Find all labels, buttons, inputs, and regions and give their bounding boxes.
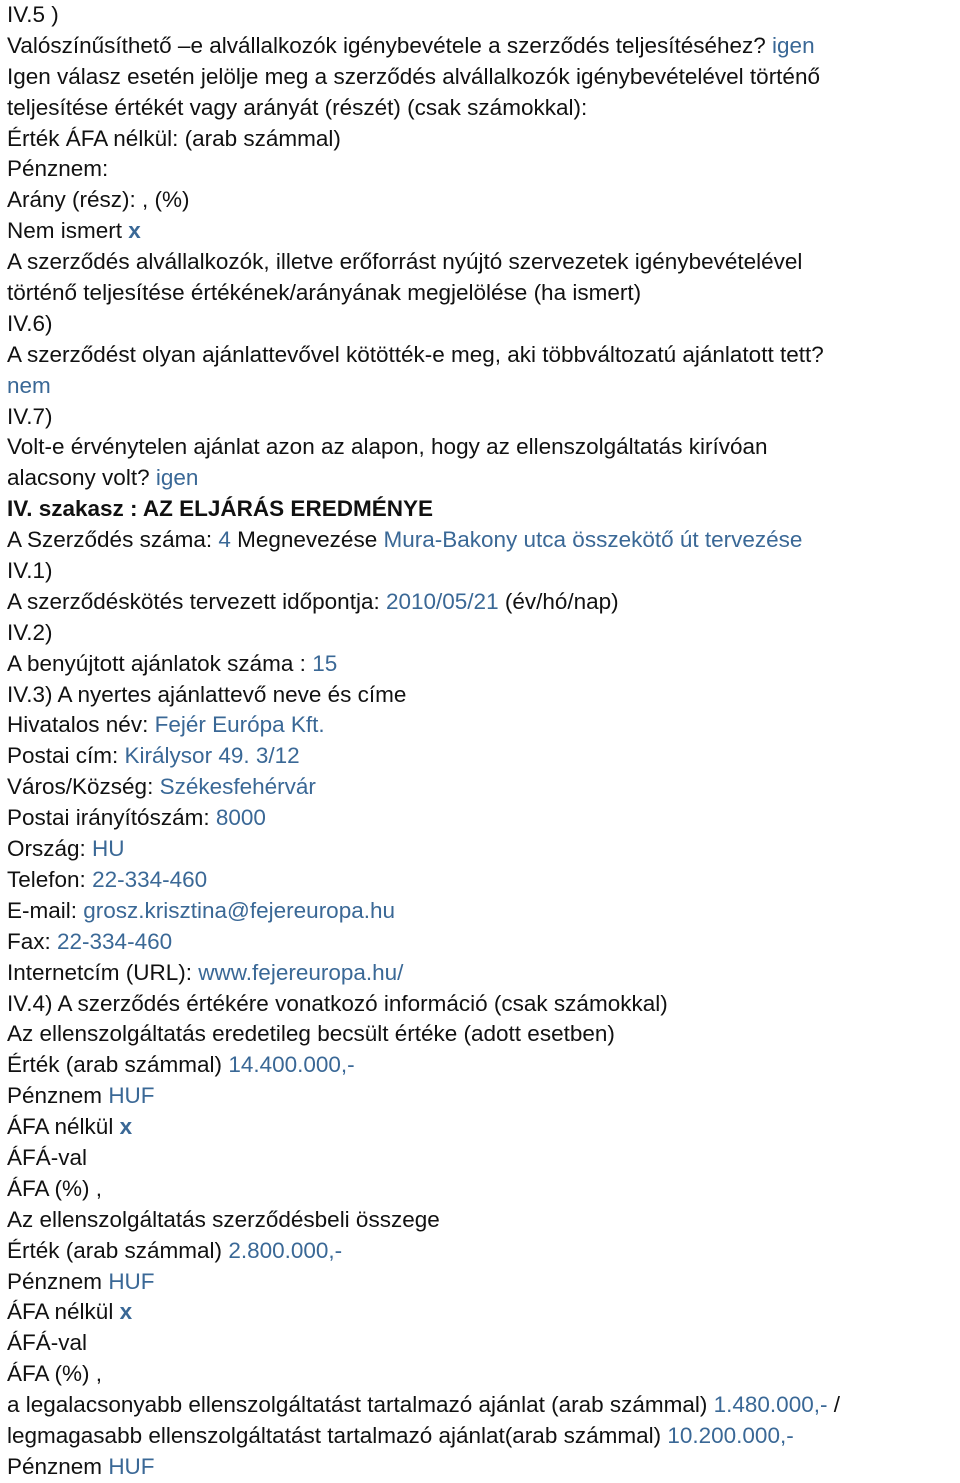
field-label: Volt-e érvénytelen ajánlat azon az alapon, hogy az ellenszolgáltatás kirívóan [7, 434, 768, 460]
document-line [7, 1019, 960, 1050]
document-line [7, 587, 960, 618]
document-line [7, 1174, 960, 1205]
field-label: Telefon: [7, 866, 93, 892]
field-value: HUF [108, 1453, 155, 1479]
field-value: 22-334-460 [57, 928, 173, 954]
document-line [7, 1081, 960, 1112]
field-value: x [128, 218, 141, 244]
field-value: igen [155, 465, 199, 491]
document-line [7, 31, 960, 62]
document-line [7, 1205, 960, 1236]
section-heading: IV. szakasz : AZ ELJÁRÁS EREDMÉNYE [7, 496, 433, 522]
field-value: 1.480.000,- [713, 1392, 828, 1418]
field-label: Postai cím: [7, 743, 125, 769]
document-line [7, 402, 960, 433]
document-line [7, 1359, 960, 1390]
document-line [7, 247, 960, 278]
field-label: A szerződést olyan ajánlattevővel kötötték-e meg, aki többváltozatú ajánlatott tett? [7, 341, 824, 367]
field-label: ÁFA (%) , [7, 1175, 103, 1201]
document-line [7, 1297, 960, 1328]
field-value: HUF [108, 1083, 155, 1109]
field-label: (év/hó/nap) [498, 588, 619, 614]
document-line [7, 958, 960, 989]
document-line [7, 803, 960, 834]
field-value: HUF [108, 1268, 155, 1294]
field-value: 2.800.000,- [228, 1237, 343, 1263]
field-label: E-mail: [7, 897, 84, 923]
field-label: ÁFA (%) , [7, 1361, 103, 1387]
field-label: Pénznem [7, 1083, 109, 1109]
field-value: nem [7, 372, 51, 398]
field-label: ÁFA nélkül [7, 1299, 120, 1325]
field-label: Pénznem [7, 1453, 109, 1479]
document-line [7, 741, 960, 772]
document-line [7, 618, 960, 649]
field-value: igen [772, 32, 815, 58]
field-label: Valószínűsíthető –e alvállalkozók igénybevétele a szerződés teljesítéséhez? [7, 32, 773, 58]
document-line [7, 525, 960, 556]
field-label: IV.5 ) [7, 2, 59, 27]
field-value: 8000 [215, 805, 266, 831]
field-label: történő teljesítése értékének/arányának megjelölése (ha ismert) [7, 280, 642, 306]
field-label: Arány (rész): , (%) [7, 187, 190, 213]
document-line [7, 340, 960, 371]
document-line [7, 1267, 960, 1298]
document-line [7, 834, 960, 865]
field-value: HU [92, 836, 125, 862]
document-line [7, 927, 960, 958]
field-label: A Szerződés száma: [7, 527, 219, 553]
document-line [7, 463, 960, 494]
document-line [7, 680, 960, 711]
field-value: Királysor 49. 3/12 [124, 743, 300, 769]
field-label: IV.2) [7, 619, 53, 645]
field-label: Megnevezése [230, 527, 384, 553]
field-value: 14.400.000,- [228, 1052, 355, 1078]
field-label: Igen válasz esetén jelölje meg a szerződés alvállalkozók igénybevételével történő [7, 63, 820, 89]
field-label: Pénznem [7, 1268, 109, 1294]
document-line [7, 124, 960, 155]
document-line [7, 185, 960, 216]
field-label: teljesítése értékét vagy arányát (részét) (csak számokkal): [7, 94, 588, 120]
document-line [7, 710, 960, 741]
document-line [7, 772, 960, 803]
field-value: 2010/05/21 [385, 588, 499, 614]
field-label: / [827, 1392, 840, 1418]
document-line [7, 1452, 960, 1483]
document-line [7, 1143, 960, 1174]
document-line [7, 649, 960, 680]
field-label: ÁFA nélkül [7, 1114, 120, 1140]
field-label: ÁFÁ-val [7, 1330, 88, 1356]
document-line [7, 556, 960, 587]
field-value: x [119, 1114, 133, 1140]
field-label: A szerződéskötés tervezett időpontja: [7, 588, 386, 614]
field-label: Érték (arab számmal) [7, 1052, 229, 1078]
field-label: a legalacsonyabb ellenszolgáltatást tartalmazó ajánlat (arab számmal) [7, 1392, 714, 1418]
field-label: IV.6) [7, 310, 53, 336]
document-line [7, 1112, 960, 1143]
document-line [7, 865, 960, 896]
field-label: Város/Község: [7, 774, 160, 800]
field-label: alacsony volt? [7, 465, 156, 491]
field-label: Az ellenszolgáltatás szerződésbeli összege [7, 1206, 440, 1232]
field-label: Postai irányítószám: [7, 805, 216, 831]
field-value: grosz.krisztina@fejereuropa.hu [83, 897, 396, 923]
document-line [7, 989, 960, 1020]
document-line [7, 1236, 960, 1267]
field-label: ÁFÁ-val [7, 1144, 88, 1170]
field-value: www.fejereuropa.hu/ [198, 959, 404, 985]
field-label: Érték ÁFA nélkül: (arab számmal) [7, 125, 341, 151]
field-value: 10.200.000,- [667, 1422, 794, 1448]
field-label: IV.7) [7, 403, 53, 429]
field-label: Hivatalos név: [7, 712, 155, 738]
field-label: IV.3) A nyertes ajánlattevő neve és címe [7, 681, 407, 707]
document-line [7, 371, 960, 402]
document-line [7, 278, 960, 309]
field-value: Székesfehérvár [159, 774, 316, 800]
field-label: Pénznem: [7, 156, 109, 182]
field-label: A szerződés alvállalkozók, illetve erőforrást nyújtó szervezetek igénybevételével [7, 249, 803, 275]
document-line [7, 154, 960, 185]
field-label: Érték (arab számmal) [7, 1237, 229, 1263]
field-label: IV.1) [7, 558, 53, 584]
document-line [7, 1328, 960, 1359]
field-value: Fejér Európa Kft. [154, 712, 325, 738]
field-label: IV.4) A szerződés értékére vonatkozó információ (csak számokkal) [7, 990, 668, 1016]
field-label: Ország: [7, 836, 93, 862]
document-line [7, 896, 960, 927]
field-label: A benyújtott ajánlatok száma : [7, 650, 313, 676]
field-value: 22-334-460 [92, 866, 208, 892]
document-line [7, 93, 960, 124]
field-label: Nem ismert [7, 218, 129, 244]
field-label: Fax: [7, 928, 58, 954]
field-value: 15 [312, 650, 338, 676]
field-label: Az ellenszolgáltatás eredetileg becsült értéke (adott esetben) [7, 1021, 615, 1047]
document-line [7, 432, 960, 463]
field-value: Mura-Bakony utca összekötő út tervezése [383, 527, 803, 553]
field-label: legmagasabb ellenszolgáltatást tartalmazó ajánlat(arab számmal) [7, 1422, 668, 1448]
document-line [7, 1390, 960, 1421]
document-line [7, 494, 960, 525]
document-line [7, 309, 960, 340]
document-line [7, 1050, 960, 1081]
document-line [7, 1421, 960, 1452]
field-label: Internetcím (URL): [7, 959, 199, 985]
document-line [7, 216, 960, 247]
document-line [7, 0, 960, 31]
document-line [7, 62, 960, 93]
field-value: x [119, 1299, 133, 1325]
field-value: 4 [218, 527, 231, 553]
